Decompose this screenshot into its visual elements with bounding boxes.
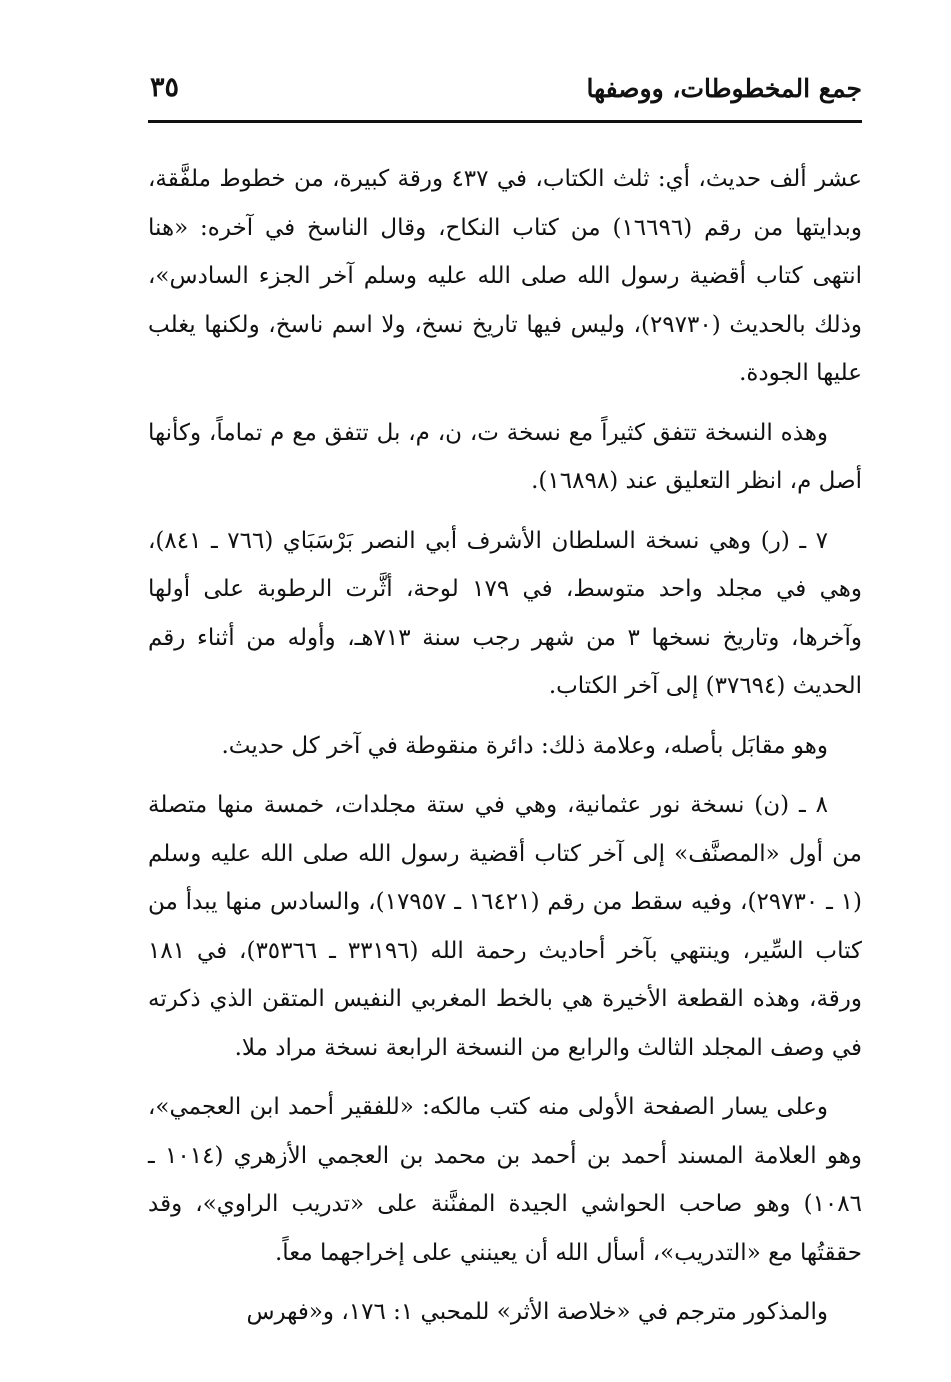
paragraph-note-agreement: وهذه النسخة تتفق كثيراً مع نسخة ت، ن، م، بل تتفق مع م تماماً، وكأنها أصل م، انظر التعليق عند (١٦٨٩٨). xyxy=(148,419,862,494)
paragraph-manuscript-7: ٧ ـ (ر) وهي نسخة السلطان الأشرف أبي النصر بَرْسَبَاي (٧٦٦ ـ ٨٤١)، وهي في مجلد واحد متوسط، في ١٧٩ لوحة، أثَّرت الرطوبة على أولها وآخرها، وتاريخ نسخها ٣ من شهر رجب سنة ٧١٣هـ، وأوله من أثناء رقم الحديث (٣٧٦٩٤) إلى آخر الكتاب. xyxy=(148,527,862,699)
paragraph-manuscript-8: ٨ ـ (ن) نسخة نور عثمانية، وهي في ستة مجلدات، خمسة منها متصلة من أول «المصنَّف» إلى آخر كتاب أقضية رسول الله صلى الله عليه وسلم (١ ـ ٢٩٧٣٠)، وفيه سقط من رقم (١٦٤٢١ ـ ١٧٩٥٧)، والسادس منها يبدأ من كتاب السِّير، وينتهي بآخر أحاديث رحمة الله (٣٣١٩٦ ـ ٣٥٣٦٦)، في ١٨١ ورقة، وهذه القطعة الأخيرة هي بالخط المغربي النفيس المتقن الذي ذكرته في وصف المجلد الثالث والرابع من النسخة الرابعة نسخة مراد ملا. xyxy=(148,792,862,1061)
book-page xyxy=(148,70,862,1337)
paragraph-continuation: عشر ألف حديث، أي: ثلث الكتاب، في ٤٣٧ ورقة كبيرة، من خطوط ملفَّقة، وبدايتها من رقم (١٦٦٩٦) من كتاب النكاح، وقال الناسخ في آخره: «هنا انتهى كتاب أقضية رسول الله صلى الله عليه وسلم آخر الجزء السادس»، وذلك بالحديث (٢٩٧٣٠)، وليس فيها تاريخ نسخ، ولا اسم ناسخ، ولكنها يغلب عليها الجودة. xyxy=(148,166,862,386)
page-number: ٣٥ xyxy=(150,72,180,103)
paragraph-collation-note: وهو مقابَل بأصله، وعلامة ذلك: دائرة منقوطة في آخر كل حديث. xyxy=(221,732,828,759)
page-header xyxy=(148,70,862,116)
running-title: جمع المخطوطات، ووصفها xyxy=(586,74,862,103)
body-text xyxy=(148,155,862,1337)
header-rule xyxy=(148,120,862,123)
paragraph-biography-ref: والمذكور مترجم في «خلاصة الأثر» للمحبي ١: ١٧٦، و«فهرس xyxy=(246,1299,828,1325)
paragraph-owner-note: وعلى يسار الصفحة الأولى منه كتب مالكه: «للفقير أحمد ابن العجمي»، وهو العلامة المسند أحمد بن أحمد بن محمد بن العجمي الأزهري (١٠١٤ ـ ١٠٨٦) وهو صاحب الحواشي الجيدة المفنَّنة على «تدريب الراوي»، وقد حققتُها مع «التدريب»، أسأل الله أن يعينني على إخراجهما معاً. xyxy=(148,1094,862,1266)
